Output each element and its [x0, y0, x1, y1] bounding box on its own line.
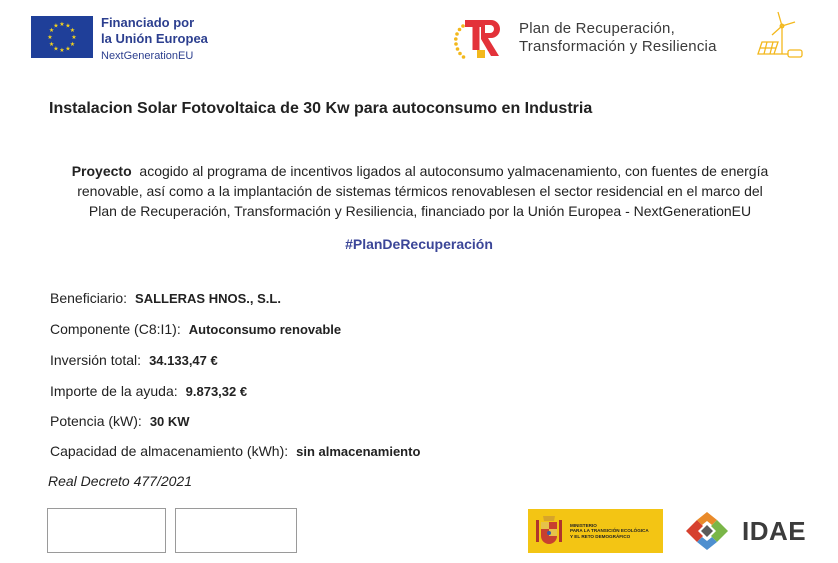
field-ayuda [50, 383, 247, 399]
svg-text:★: ★ [69, 41, 76, 48]
field-componente [50, 321, 341, 337]
tr-logo-icon [451, 14, 505, 62]
field-inversion [50, 352, 218, 368]
field-potencia [50, 413, 190, 429]
plan-recuperacion-logo [451, 14, 717, 62]
field-value: Autoconsumo renovable [188, 322, 342, 337]
ministerio-line-2: PARA LA TRANSICIÓN ECOLÓGICA [570, 528, 649, 534]
svg-text:★: ★ [47, 34, 53, 41]
eu-funding-logo [31, 16, 208, 64]
field-label: Beneficiario: [50, 290, 128, 306]
ministerio-line-3: Y EL RETO DEMOGRÁFICO [570, 533, 631, 539]
idae-text: IDAE [742, 515, 807, 546]
field-capacidad [50, 443, 420, 459]
field-value: 30 KW [149, 414, 190, 429]
svg-text:★: ★ [71, 34, 77, 41]
field-beneficiario [50, 290, 281, 306]
hashtag: #PlanDeRecuperación [345, 236, 493, 252]
svg-text:★: ★ [48, 41, 55, 48]
field-value: SALLERAS HNOS., S.L. [135, 291, 281, 306]
svg-text:★: ★ [48, 27, 55, 34]
plan-line-1: Plan de Recuperación, [519, 20, 675, 37]
field-label: Potencia (kW): [50, 413, 142, 429]
project-line-1: acogido al programa de incentivos ligados al autoconsumo yalmacenamiento, con fuentes de energía [139, 163, 769, 179]
idae-logo [676, 510, 806, 552]
field-label: Inversión total: [50, 352, 142, 368]
svg-text:★: ★ [69, 27, 76, 34]
decree-reference: Real Decreto 477/2021 [48, 473, 192, 489]
field-label: Importe de la ayuda: [50, 383, 178, 399]
project-description [40, 161, 800, 221]
field-value: 34.133,47 € [149, 353, 218, 368]
eu-line-1: Financiado por [101, 15, 195, 30]
blank-box-1 [47, 508, 166, 553]
field-label: Componente (C8:I1): [50, 321, 181, 337]
spain-shield-icon [534, 514, 564, 548]
svg-text:★: ★ [53, 45, 59, 53]
svg-text:★: ★ [59, 21, 65, 28]
svg-text:★: ★ [65, 45, 71, 53]
field-value: 9.873,32 € [185, 384, 248, 399]
idae-logo-icon [676, 510, 738, 552]
field-value: sin almacenamiento [296, 444, 421, 459]
field-label: Capacidad de almacenamiento (kWh): [50, 443, 289, 459]
page-title: Instalacion Solar Fotovoltaica de 30 Kw para autoconsumo en Industria [49, 100, 593, 117]
svg-text:★: ★ [65, 22, 71, 30]
project-line-2: renovable, así como a la implantación de sistemas térmicos renovablesen el sector residencial en el marco del [77, 183, 763, 199]
eu-flag-icon [31, 16, 93, 58]
ministerio-line-1: MINISTERIO [570, 523, 597, 529]
svg-text:★: ★ [59, 47, 65, 54]
blank-box-2 [175, 508, 297, 553]
eu-line-2: la Unión Europea [101, 31, 208, 46]
plan-line-2: Transformación y Resiliencia [519, 38, 717, 55]
svg-text:★: ★ [53, 22, 59, 30]
wind-turbine-solar-icon [752, 10, 808, 66]
project-lead: Proyecto [71, 163, 132, 179]
project-line-3: Plan de Recuperación, Transformación y Resiliencia, financiado por la Unión Europea - NextGenerationEU [88, 203, 752, 219]
ministerio-logo [528, 509, 663, 553]
eu-line-3: NextGenerationEU [101, 50, 194, 62]
